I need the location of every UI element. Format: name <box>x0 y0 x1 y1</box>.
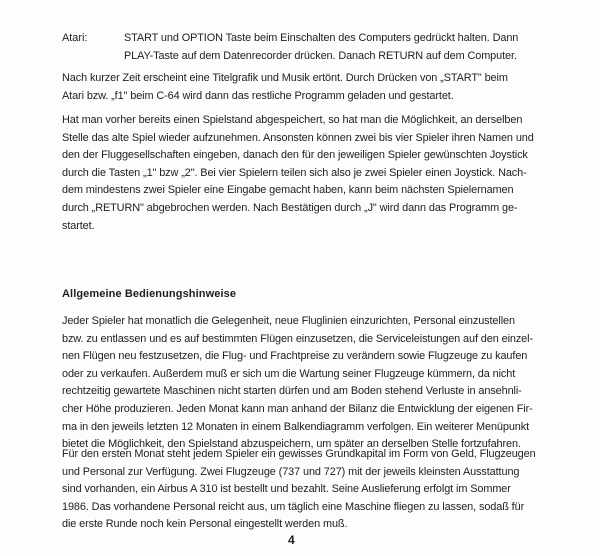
text-line: bietet die Möglichkeit, den Spielstand abzuspeichern, um später an derselben Stelle fortzufahren. <box>62 438 521 451</box>
atari-instructions <box>124 30 518 65</box>
paragraph-intro <box>62 70 508 105</box>
text-line: START und OPTION Taste beim Einschalten des Computers gedrückt halten. Dann <box>124 32 519 44</box>
text-line: durch „RETURN" abgebrochen werden. Nach Bestätigen durch „J" wird dann das Programm ge- <box>62 201 518 214</box>
text-line: bzw. zu entlassen und es auf bestimmten Flügen einzusetzen, die Serviceleistungen auf den einzel- <box>62 332 533 345</box>
text-line: PLAY-Taste auf dem Datenrecorder drücken. Danach RETURN auf dem Computer. <box>124 49 517 62</box>
text-line: durch die Tasten „1" bzw „2". Bei vier Spielern teilen sich also je zwei Spieler einen Joystick. Nach- <box>62 166 527 179</box>
section-heading: Allgemeine Bedienungshinweise <box>62 288 237 300</box>
text-line: Nach kurzer Zeit erscheint eine Titelgrafik und Musik ertönt. Durch Drücken von „START" beim <box>62 72 508 84</box>
text-line: die erste Runde noch kein Personal eingestellt werden muß. <box>62 518 348 531</box>
text-line: Stelle das alte Spiel wieder aufzunehmen. Ansonsten können zwei bis vier Spieler ihren Namen und <box>62 131 534 144</box>
paragraph-start <box>62 446 536 534</box>
page-number: 4 <box>288 533 295 547</box>
text-line: 1986. Das vorhandene Personal reicht aus, um täglich eine Maschine fliegen zu lassen, sodaß für <box>62 500 525 513</box>
text-line: Atari bzw. „f1" beim C-64 wird dann das restliche Programm geladen und gestartet. <box>62 89 454 102</box>
text-line: nen Flügen neu festzusetzen, die Flug- und Frachtpreise zu verändern sowie Flugzeuge zu kaufen <box>62 350 528 363</box>
text-line: oder zu verkaufen. Außerdem muß er sich um die Wartung seiner Flugzeuge kümmern, da nicht <box>62 367 516 380</box>
text-line: dem mindestens zwei Spieler eine Eingabe gemacht haben, kann beim nächsten Spielernamen <box>62 184 514 197</box>
text-line: rechtzeitig gewartete Maschinen nicht starten dürfen und am Boden stehend Verluste in ansehnli- <box>62 385 522 398</box>
text-line: startet. <box>62 219 95 232</box>
text-line: und Personal zur Verfügung. Zwei Flugzeuge (737 und 727) mit der jeweils kleinsten Ausstattung <box>62 465 520 478</box>
text-line: Jeder Spieler hat monatlich die Gelegenheit, neue Fluglinien einzurichten, Personal einzustellen <box>62 315 515 327</box>
text-line: Für den ersten Monat steht jedem Spieler ein gewisses Grundkapital im Form von Geld, Flugzeugen <box>62 448 536 460</box>
paragraph-general <box>62 313 533 454</box>
atari-label: Atari: <box>62 32 88 44</box>
text-line: den der Fluggesellschaften eingeben, danach den für den jeweiligen Spieler gewünschten Joystick <box>62 149 528 162</box>
paragraph-players <box>62 112 534 235</box>
text-line: cher Höhe produzieren. Jeden Monat kann man anhand der Bilanz die Entwicklung der eigenen Fir- <box>62 402 533 415</box>
text-line: ma in den jeweils letzten 12 Monaten in einem Balkendiagramm verfolgen. Ein weiterer Menüpunkt <box>62 420 530 433</box>
text-line: Hat man vorher bereits einen Spielstand abgespeichert, so hat man die Möglichkeit, an derselben <box>62 114 523 126</box>
text-line: sind vorhanden, ein Airbus A 310 ist bestellt und bezahlt. Seine Auslieferung erfolgt im Sommer <box>62 483 511 496</box>
